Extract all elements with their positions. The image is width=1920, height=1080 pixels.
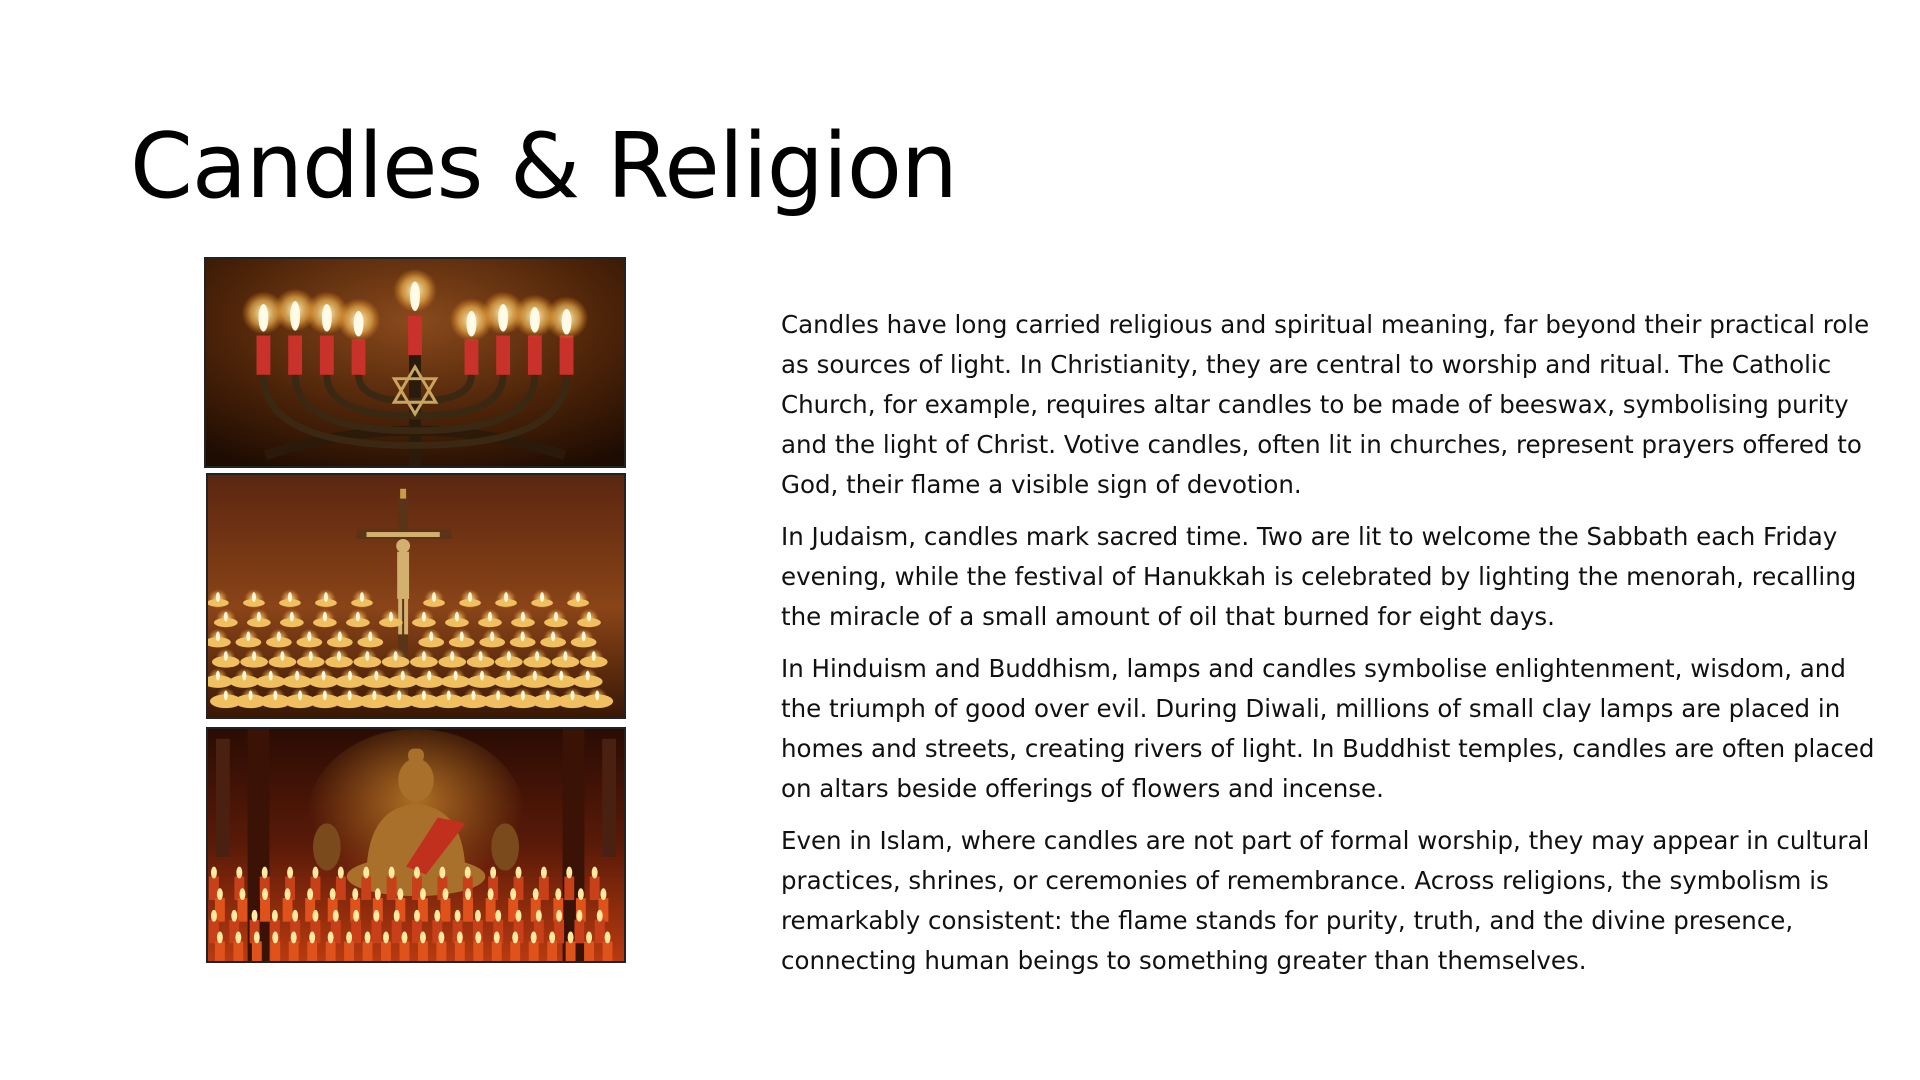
paragraph-judaism: In Judaism, candles mark sacred time. Two are lit to welcome the Sabbath each Friday evening, while the festival of Hanukkah is celebrated by lighting the menorah, recalling the miracle of a small amount of oil that burned for eight days.	[781, 522, 1857, 631]
paragraph-christianity: Candles have long carried religious and spiritual meaning, far beyond their practical role as sources of light. In Christianity, they are central to worship and ritual. The Catholic Church, for example, requires altar candles to be made of beeswax, symbolising purity and the light of Christ. Votive candles, often lit in churches, represent prayers offered to God, their flame a visible sign of devotion.	[781, 310, 1870, 499]
slide-title: Candles & Religion	[130, 114, 957, 219]
body-text	[781, 305, 1891, 993]
crucifix-tealights-photo	[206, 473, 626, 719]
buddha-temple-candles-photo	[206, 727, 626, 963]
paragraph-hinduism-buddhism: In Hinduism and Buddhism, lamps and candles symbolise enlightenment, wisdom, and the triumph of good over evil. During Diwali, millions of small clay lamps are placed in homes and streets, creating rivers of light. In Buddhist temples, candles are often placed on altars beside offerings of flowers and incense.	[781, 654, 1875, 803]
paragraph-islam: Even in Islam, where candles are not part of formal worship, they may appear in cultural practices, shrines, or ceremonies of remembrance. Across religions, the symbolism is remarkably consistent: the flame stands for purity, truth, and the divine presence, connecting human beings to something greater than themselves.	[781, 826, 1870, 975]
menorah-photo	[204, 257, 626, 468]
